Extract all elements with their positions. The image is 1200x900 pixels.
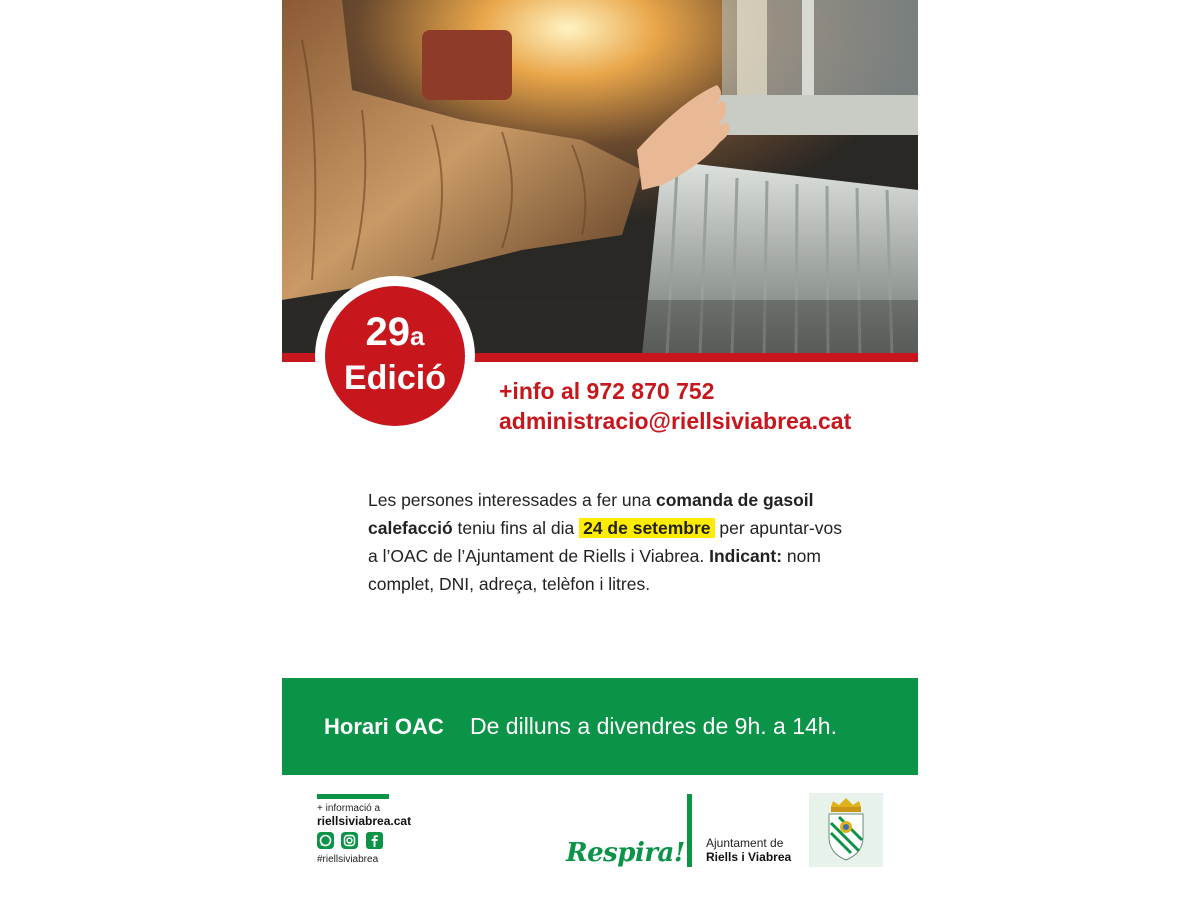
ajuntament-name: Riells i Viabrea bbox=[706, 850, 792, 864]
edition-badge bbox=[315, 276, 475, 436]
text-part-4: nom complet, DNI, adreça, telèfon i litres. bbox=[368, 546, 821, 594]
schedule-label: Horari OAC bbox=[324, 714, 444, 739]
footer-more-info: + informació a bbox=[317, 803, 381, 814]
contact-block bbox=[499, 376, 851, 436]
schedule-band bbox=[282, 678, 918, 775]
footer-hashtag: #riellsiviabrea bbox=[317, 854, 379, 865]
contact-phone: +info al 972 870 752 bbox=[499, 378, 715, 404]
announcement-text bbox=[368, 486, 848, 598]
ajuntament-label: Ajuntament de bbox=[706, 836, 784, 850]
deadline-highlight: 24 de setembre bbox=[579, 518, 714, 538]
text-part-2: teniu fins al dia bbox=[452, 518, 580, 538]
footer-green-line bbox=[317, 794, 389, 799]
text-bold-order: comanda de gasoil calefacció bbox=[368, 490, 814, 538]
respira-logo: Respira! bbox=[566, 838, 685, 868]
schedule-hours: De dilluns a divendres de 9h. a 14h. bbox=[470, 713, 837, 739]
contact-email[interactable]: administracio@riellsiviabrea.cat bbox=[499, 408, 852, 434]
edition-word: Edició bbox=[343, 359, 447, 397]
instagram-icon[interactable] bbox=[341, 832, 358, 849]
edition-number-value: 29 bbox=[365, 310, 411, 354]
coat-of-arms-icon bbox=[809, 793, 883, 867]
poster bbox=[282, 0, 918, 900]
text-part-3: per apuntar-vos a l’OAC de l’Ajuntament de Riells i Viabrea. bbox=[368, 518, 842, 566]
footer-website-link[interactable]: riellsiviabrea.cat bbox=[317, 814, 412, 828]
edition-number bbox=[325, 312, 465, 356]
edition-badge-circle bbox=[325, 286, 465, 426]
facebook-icon[interactable] bbox=[366, 832, 383, 849]
text-bold-indicant: Indicant: bbox=[709, 546, 783, 566]
social-icons bbox=[317, 832, 386, 850]
edition-number-suffix: a bbox=[410, 321, 425, 351]
text-part-1: Les persones interessades a fer una bbox=[368, 490, 656, 510]
whatsapp-icon[interactable] bbox=[317, 832, 334, 849]
footer-vertical-divider bbox=[687, 794, 692, 867]
